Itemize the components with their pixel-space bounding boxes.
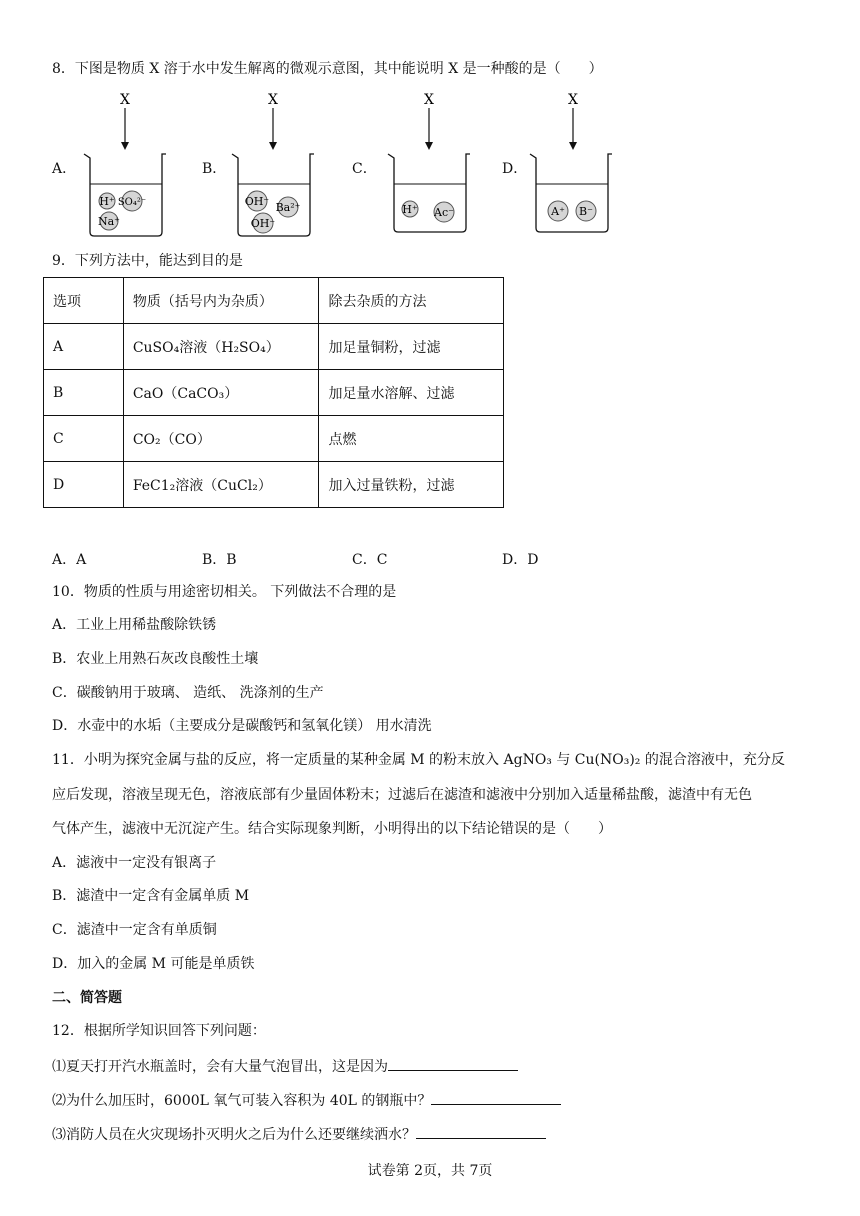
beaker-a-diagram — [82, 90, 172, 240]
table-row — [44, 416, 504, 462]
q10-stem: 10．物质的性质与用途密切相关。 下列做法不合理的是 — [52, 584, 397, 600]
table-cell-method: 点燃 — [319, 416, 504, 462]
q11-option-b: B．滤渣中一定含有金属单质 M — [52, 888, 250, 904]
beaker-d-x-label: X — [568, 92, 578, 108]
table-row — [44, 462, 504, 508]
table-cell-substance: CuSO₄溶液（H₂SO₄） — [123, 324, 319, 370]
q9-choice-b: B．B — [202, 552, 237, 568]
q11-stem-line-1: 11．小明为探究金属与盐的反应，将一定质量的某种金属 M 的粉末放入 AgNO₃ 与 Cu(NO₃)₂ 的混合溶液中，充分反 — [52, 752, 785, 768]
beaker-d-diagram — [528, 90, 618, 240]
q12-part-1-text: ⑴夏天打开汽水瓶盖时，会有大量气泡冒出，这是因为 — [52, 1059, 388, 1075]
table-cell-option: A — [44, 324, 124, 370]
q9-choice-d: D．D — [502, 552, 539, 568]
table-header-row — [44, 278, 504, 324]
q12-part-2 — [52, 1090, 561, 1111]
table-cell-substance: FeC1₂溶液（CuCl₂） — [123, 462, 319, 508]
ion-d1: A⁺ — [551, 205, 565, 218]
q10-option-c: C．碳酸钠用于玻璃、 造纸、 洗涤剂的生产 — [52, 685, 324, 701]
q11-stem-line-2: 应后发现，溶液呈现无色，溶液底部有少量固体粉末；过滤后在滤渣和滤液中分别加入适量稀盐酸，滤渣中有无色 — [52, 787, 752, 803]
table-row — [44, 324, 504, 370]
table-header-cell: 物质（括号内为杂质） — [123, 278, 319, 324]
q8-stem: 8．下图是物质 X 溶于水中发生解离的微观示意图，其中能说明 X 是一种酸的是（ ） — [52, 61, 603, 77]
q11-stem-line-3: 气体产生，滤液中无沉淀产生。结合实际现象判断，小明得出的以下结论错误的是（ ） — [52, 821, 612, 837]
section-heading: 二、简答题 — [52, 990, 122, 1006]
ion-c1: H⁺ — [402, 203, 418, 216]
q9-stem: 9．下列方法中，能达到目的是 — [52, 253, 243, 269]
table-cell-method: 加足量铜粉，过滤 — [319, 324, 504, 370]
ion-c2: Ac⁻ — [434, 206, 454, 219]
table-cell-option: D — [44, 462, 124, 508]
table-cell-option: C — [44, 416, 124, 462]
q10-option-b: B．农业上用熟石灰改良酸性土壤 — [52, 651, 259, 667]
table-cell-method: 加入过量铁粉，过滤 — [319, 462, 504, 508]
q10-option-a: A．工业上用稀盐酸除铁锈 — [52, 617, 217, 633]
q12-part-1 — [52, 1056, 518, 1077]
answer-blank-1[interactable] — [388, 1056, 518, 1071]
ion-a2: SO₄²⁻ — [117, 197, 147, 208]
page-footer: 试卷第 2页，共 7页 — [367, 1163, 493, 1179]
q11-option-a: A．滤液中一定没有银离子 — [52, 855, 217, 871]
q9-choice-c: C．C — [352, 552, 388, 568]
q11-option-c: C．滤渣中一定含有单质铜 — [52, 922, 217, 938]
ion-b3: OH⁻ — [250, 217, 276, 230]
ion-a3: Na⁺ — [98, 215, 120, 228]
table-cell-substance: CaO（CaCO₃） — [123, 370, 319, 416]
q8-option-c-label: C． — [352, 161, 377, 177]
q9-table — [43, 277, 504, 508]
q8-option-b-label: B． — [202, 161, 227, 177]
beaker-a-x-label: X — [120, 92, 130, 108]
ion-b2: Ba²⁺ — [275, 201, 301, 214]
q10-option-d: D．水壶中的水垢（主要成分是碳酸钙和氢氧化镁） 用水清洗 — [52, 718, 432, 734]
q12-part-3 — [52, 1124, 546, 1145]
answer-blank-2[interactable] — [431, 1090, 561, 1105]
q11-option-d: D．加入的金属 M 可能是单质铁 — [52, 956, 255, 972]
beaker-c-diagram — [386, 90, 476, 240]
table-header-cell: 除去杂质的方法 — [319, 278, 504, 324]
ion-d2: B⁻ — [579, 205, 593, 218]
q12-stem: 12．根据所学知识回答下列问题： — [52, 1023, 266, 1039]
q8-option-a-label: A． — [52, 161, 77, 177]
table-cell-option: B — [44, 370, 124, 416]
q12-part-3-text: ⑶消防人员在火灾现场扑灭明火之后为什么还要继续洒水？ — [52, 1127, 416, 1143]
beaker-b-x-label: X — [268, 92, 278, 108]
ion-b1: OH⁻ — [244, 195, 270, 208]
q12-part-2-text: ⑵为什么加压时，6000L 氧气可装入容积为 40L 的钢瓶中？ — [52, 1093, 432, 1109]
q9-choice-a: A．A — [52, 552, 87, 568]
beaker-c-x-label: X — [424, 92, 434, 108]
table-header-cell: 选项 — [44, 278, 124, 324]
table-cell-method: 加足量水溶解、过滤 — [319, 370, 504, 416]
beaker-b-diagram — [230, 90, 320, 240]
table-row — [44, 370, 504, 416]
answer-blank-3[interactable] — [416, 1124, 546, 1139]
q8-option-d-label: D． — [502, 161, 528, 177]
table-cell-substance: CO₂（CO） — [123, 416, 319, 462]
ion-a1: H⁺ — [99, 195, 115, 208]
